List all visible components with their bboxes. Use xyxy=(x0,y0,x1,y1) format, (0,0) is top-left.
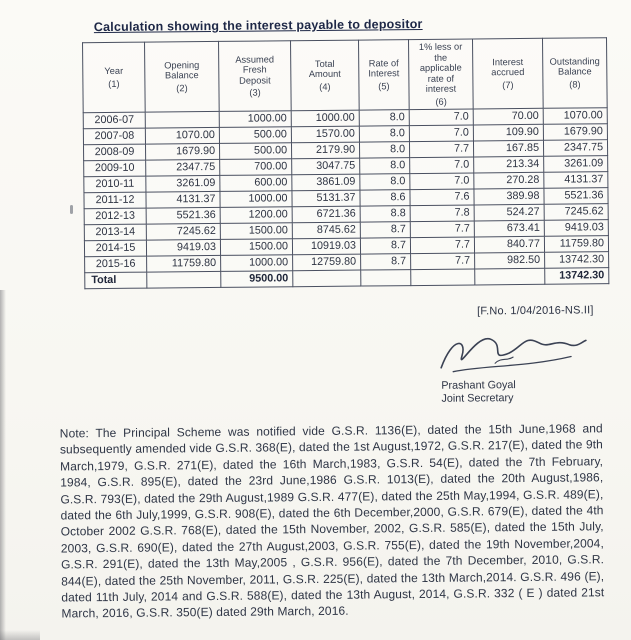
table-cell: 167.85 xyxy=(473,140,543,157)
table-cell: 1000.00 xyxy=(221,255,293,272)
table-cell: 9419.03 xyxy=(146,239,220,256)
total-cell xyxy=(293,270,361,287)
table-cell: 1500.00 xyxy=(220,239,292,256)
table-cell: 13742.30 xyxy=(545,252,609,269)
table-cell: 1679.90 xyxy=(543,124,607,141)
table-cell: 700.00 xyxy=(220,159,292,176)
interest-calculation-table xyxy=(82,37,609,289)
total-cell xyxy=(361,270,411,286)
table-cell: 8.0 xyxy=(359,110,409,126)
table-cell: 982.50 xyxy=(475,252,545,269)
total-cell: Total xyxy=(85,272,147,289)
table-cell: 500.00 xyxy=(219,127,291,144)
table-cell: 1000.00 xyxy=(291,110,359,127)
table-cell: 5521.36 xyxy=(146,207,220,224)
table-cell: 3861.09 xyxy=(292,174,360,191)
table-cell: 2179.90 xyxy=(291,142,359,159)
table-cell: 4131.37 xyxy=(146,191,220,208)
table-cell: 7.6 xyxy=(410,189,474,206)
column-header: 1% less or the applicable rate of interest (6) xyxy=(409,39,474,110)
table-cell: 4131.37 xyxy=(544,172,608,189)
signature-scribble xyxy=(431,326,591,380)
table-cell: 673.41 xyxy=(474,220,544,237)
table-cell: 7.7 xyxy=(411,253,475,270)
table-cell: 3047.75 xyxy=(292,158,360,175)
table-cell: 840.77 xyxy=(474,236,544,253)
table-cell: 8.7 xyxy=(360,222,410,238)
table-cell: 7.7 xyxy=(409,141,473,158)
table-cell: 8.0 xyxy=(359,126,409,142)
table-cell: 10919.03 xyxy=(292,238,360,255)
table-cell: 8.0 xyxy=(360,174,410,190)
table-cell: 2012-13 xyxy=(84,208,146,225)
column-header: Interest accrued (7) xyxy=(473,38,544,109)
column-header: Rate of Interest (5) xyxy=(359,40,410,110)
table-cell: 7245.62 xyxy=(146,223,220,240)
table-cell: 2009-10 xyxy=(84,160,146,177)
table-cell: 7.7 xyxy=(410,237,474,254)
table-cell: 2006-07 xyxy=(83,112,145,129)
table-cell: 213.34 xyxy=(474,156,544,173)
table-cell: 2015-16 xyxy=(85,256,147,273)
column-header: Total Amount (4) xyxy=(291,40,360,111)
table-cell: 9419.03 xyxy=(544,220,608,237)
table-cell: 11759.80 xyxy=(147,255,221,272)
table-cell: 8745.62 xyxy=(292,222,360,239)
table-cell: 1200.00 xyxy=(220,207,292,224)
scan-corner-shadow xyxy=(0,630,40,640)
table-cell: 2347.75 xyxy=(146,159,220,176)
table-cell: 2347.75 xyxy=(543,140,607,157)
column-header: Outstanding Balance (8) xyxy=(542,38,607,109)
table-cell: 8.8 xyxy=(360,206,410,222)
table-cell: 2011-12 xyxy=(84,192,146,209)
table-cell: 1500.00 xyxy=(220,223,292,240)
table-cell: 2010-11 xyxy=(84,176,146,193)
table-cell: 389.98 xyxy=(474,188,544,205)
table-cell xyxy=(145,111,219,128)
table-cell: 600.00 xyxy=(220,175,292,192)
table-cell: 3261.09 xyxy=(146,175,220,192)
table-cell: 8.0 xyxy=(359,142,409,158)
table-cell: 2008-09 xyxy=(83,144,145,161)
signatory-designation: Joint Secretary xyxy=(441,392,514,405)
table-cell: 1570.00 xyxy=(291,126,359,143)
table-cell: 2007-08 xyxy=(83,128,145,145)
table-cell: 7.7 xyxy=(410,221,474,238)
table-cell: 1070.00 xyxy=(543,108,607,125)
table-cell: 8.6 xyxy=(360,190,410,206)
table-cell: 1000.00 xyxy=(220,191,292,208)
table-cell: 8.7 xyxy=(360,238,410,254)
total-cell: 13742.30 xyxy=(545,268,609,285)
table-cell: 1000.00 xyxy=(219,111,291,128)
column-header: Assumed Fresh Deposit (3) xyxy=(219,41,292,112)
column-header: Opening Balance (2) xyxy=(145,41,220,112)
table-cell: 1679.90 xyxy=(145,143,219,160)
table-cell: 7.0 xyxy=(410,157,474,174)
table-cell: 7.8 xyxy=(410,205,474,222)
table-cell: 6721.36 xyxy=(292,206,360,223)
file-number: [F.No. 1/04/2016-NS.II] xyxy=(477,304,594,318)
signatory-name: Prashant Goyal xyxy=(441,379,516,392)
table-cell: 270.28 xyxy=(474,172,544,189)
signature-block xyxy=(423,326,599,406)
table-cell: 8.7 xyxy=(361,254,411,270)
table-cell: 5521.36 xyxy=(544,188,608,205)
column-header: Year (1) xyxy=(83,42,146,113)
table-cell: 3261.09 xyxy=(544,156,608,173)
table-cell: 8.0 xyxy=(360,158,410,174)
document-title: Calculation showing the interest payable to depositor xyxy=(93,16,423,35)
total-cell xyxy=(475,268,545,285)
table-cell: 7.0 xyxy=(409,125,473,142)
table-cell: 70.00 xyxy=(473,108,543,125)
table-cell: 500.00 xyxy=(219,143,291,160)
table-cell: 12759.80 xyxy=(293,254,361,271)
table-body xyxy=(83,108,609,273)
table-cell: 524.27 xyxy=(474,204,544,221)
table-cell: 11759.80 xyxy=(544,236,608,253)
table-cell: 5131.37 xyxy=(292,190,360,207)
table-cell: 7245.62 xyxy=(544,204,608,221)
table-cell: 7.0 xyxy=(409,109,473,126)
table-cell: 7.0 xyxy=(410,173,474,190)
table-cell: 2013-14 xyxy=(84,224,146,241)
table-cell: 109.90 xyxy=(473,124,543,141)
note-text: Note: The Principal Scheme was notified vide G.S.R. 1136(E), dated the 15th June,1968 and subsequently amended vide G.S.R. 368(E), dated the 1st August,1972, G.S.R. 217(E), dated the 9th March,1979, G.S.R. 271(E), dated the 16th March,1983, G.S.R. 54(E), dated the 7th February, 1984, G.S.R. 895(E), dated the 23rd June,1986 G.S.R. 1013(E), dated the 20th August,1986, G.S.R. 793(E), dated the 29th August,1989 G.S.R. 477(E), dated the 25th May,1994, G.S.R. 489(E), dated the 6th July,1999, G.S.R. 908(E), dated the 6th December,2000, G.S.R. 679(E), dated the 4th October 2002 G.S.R. 768(E), dated the 15th November, 2002, G.S.R. 585(E), dated the 15th July, 2003, G.S.R. 690(E), dated the 27th August,2003, G.S.R. 755(E), dated the 19th November,2004, G.S.R. 291(E), dated the 13th May,2005 , G.S.R. 956(E), dated the 7th December, 2010, G.S.R. 844(E), dated the 25th November, 2011, G.S.R. 225(E), dated the 13th March,2014. G.S.R. 496 (E), dated 11th July, 2014 and G.S.R. 588(E), dated the 13th August, 2014, G.S.R. 332 ( E ) dated 21st March, 2016, G.S.R. 350(E) dated 29th March, 2016. xyxy=(59,421,605,621)
table-header-row xyxy=(83,38,608,113)
table-cell: 1070.00 xyxy=(145,127,219,144)
total-cell xyxy=(411,269,475,286)
total-cell xyxy=(147,271,221,288)
table-cell: 2014-15 xyxy=(84,240,146,257)
total-cell: 9500.00 xyxy=(221,271,293,288)
